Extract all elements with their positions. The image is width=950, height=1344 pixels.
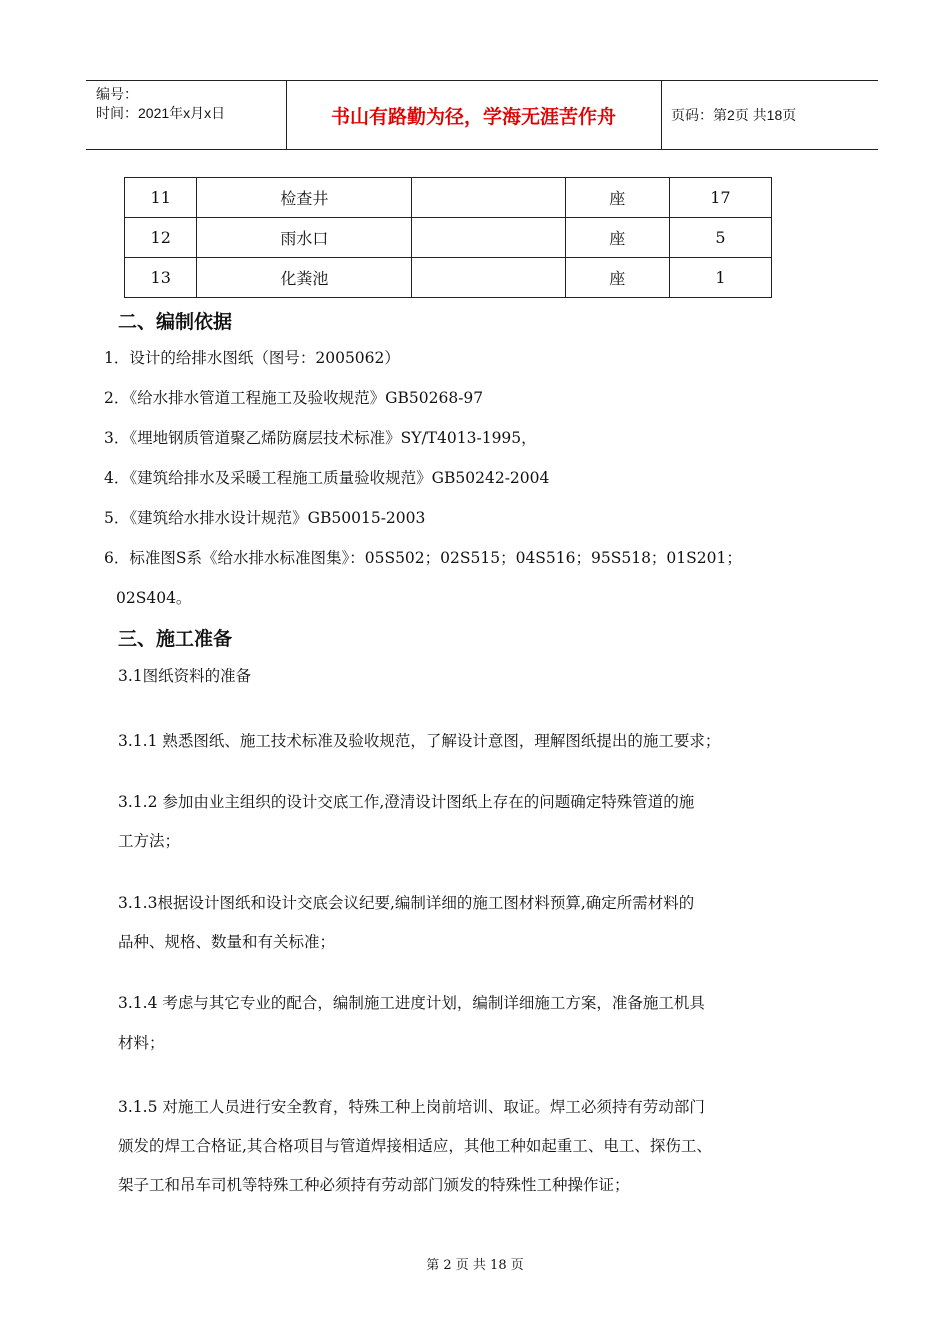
cell-name: 雨水口 bbox=[197, 218, 412, 258]
cell-spec bbox=[412, 178, 565, 218]
paragraph-line: 材料； bbox=[118, 1034, 165, 1052]
header-motto: 书山有路勤为径，学海无涯苦作舟 bbox=[330, 106, 616, 128]
paragraph-line: 3.1.5 对施工人员进行安全教育，特殊工种上岗前培训、取证。焊工必须持有劳动部门 bbox=[118, 1098, 705, 1116]
reference-item: 3．《埋地钢质管道聚乙烯防腐层技术标准》SY/T4013-1995， bbox=[104, 429, 537, 447]
reference-item: 2．《给水排水管道工程施工及验收规范》GB50268-97 bbox=[104, 389, 484, 407]
reference-item: 1．设计的给排水图纸（图号：2005062） bbox=[104, 349, 400, 367]
doc-time-label: 时间：2021年x月x日 bbox=[96, 105, 226, 121]
page-header bbox=[86, 80, 878, 150]
reference-item: 4．《建筑给排水及采暖工程施工质量验收规范》GB50242-2004 bbox=[104, 469, 550, 487]
table-row bbox=[125, 218, 772, 258]
paragraph-line: 3.1.4 考虑与其它专业的配合，编制施工进度计划，编制详细施工方案，准备施工机具 bbox=[118, 994, 705, 1012]
header-page-info: 页码：第2页 共18页 bbox=[671, 107, 797, 123]
cell-unit: 座 bbox=[565, 178, 669, 218]
cell-qty: 17 bbox=[669, 178, 771, 218]
paragraph-line: 工方法； bbox=[118, 832, 181, 850]
doc-number-label: 编号： bbox=[96, 86, 138, 102]
section-heading: 三、施工准备 bbox=[118, 629, 233, 650]
paragraph-line: 3.1.3根据设计图纸和设计交底会议纪要,编制详细的施工图材料预算,确定所需材料的 bbox=[118, 894, 695, 912]
table-row bbox=[125, 258, 772, 298]
reference-item: 5．《建筑给水排水设计规范》GB50015-2003 bbox=[104, 509, 426, 527]
header-divider bbox=[661, 81, 662, 149]
reference-item-continued: 02S404。 bbox=[116, 589, 192, 607]
cell-qty: 5 bbox=[669, 218, 771, 258]
paragraph-line: 架子工和吊车司机等特殊工种必须持有劳动部门颁发的特殊性工种操作证； bbox=[118, 1176, 630, 1194]
cell-name: 检查井 bbox=[197, 178, 412, 218]
cell-unit: 座 bbox=[565, 218, 669, 258]
items-table bbox=[124, 177, 772, 298]
cell-unit: 座 bbox=[565, 258, 669, 298]
cell-no: 11 bbox=[125, 178, 197, 218]
paragraph-line: 3.1.2 参加由业主组织的设计交底工作,澄清设计图纸上存在的问题确定特殊管道的施 bbox=[118, 793, 695, 811]
cell-qty: 1 bbox=[669, 258, 771, 298]
paragraph-line: 颁发的焊工合格证,其合格项目与管道焊接相适应，其他工种如起重工、电工、探伤工、 bbox=[118, 1137, 712, 1155]
subsection-title: 3.1图纸资料的准备 bbox=[118, 667, 252, 685]
section-heading: 二、编制依据 bbox=[118, 312, 233, 333]
reference-item: 6．标准图S系《给水排水标准图集》：05S502；02S515；04S516；95S518；01S201； bbox=[104, 549, 742, 567]
cell-spec bbox=[412, 258, 565, 298]
cell-no: 13 bbox=[125, 258, 197, 298]
cell-name: 化粪池 bbox=[197, 258, 412, 298]
cell-no: 12 bbox=[125, 218, 197, 258]
page-footer: 第 2 页 共 18 页 bbox=[426, 1258, 524, 1273]
table-row bbox=[125, 178, 772, 218]
cell-spec bbox=[412, 218, 565, 258]
header-meta bbox=[96, 85, 225, 123]
paragraph-line: 品种、规格、数量和有关标准； bbox=[118, 933, 336, 951]
paragraph-line: 3.1.1 熟悉图纸、施工技术标准及验收规范，了解设计意图，理解图纸提出的施工要求； bbox=[118, 732, 721, 750]
